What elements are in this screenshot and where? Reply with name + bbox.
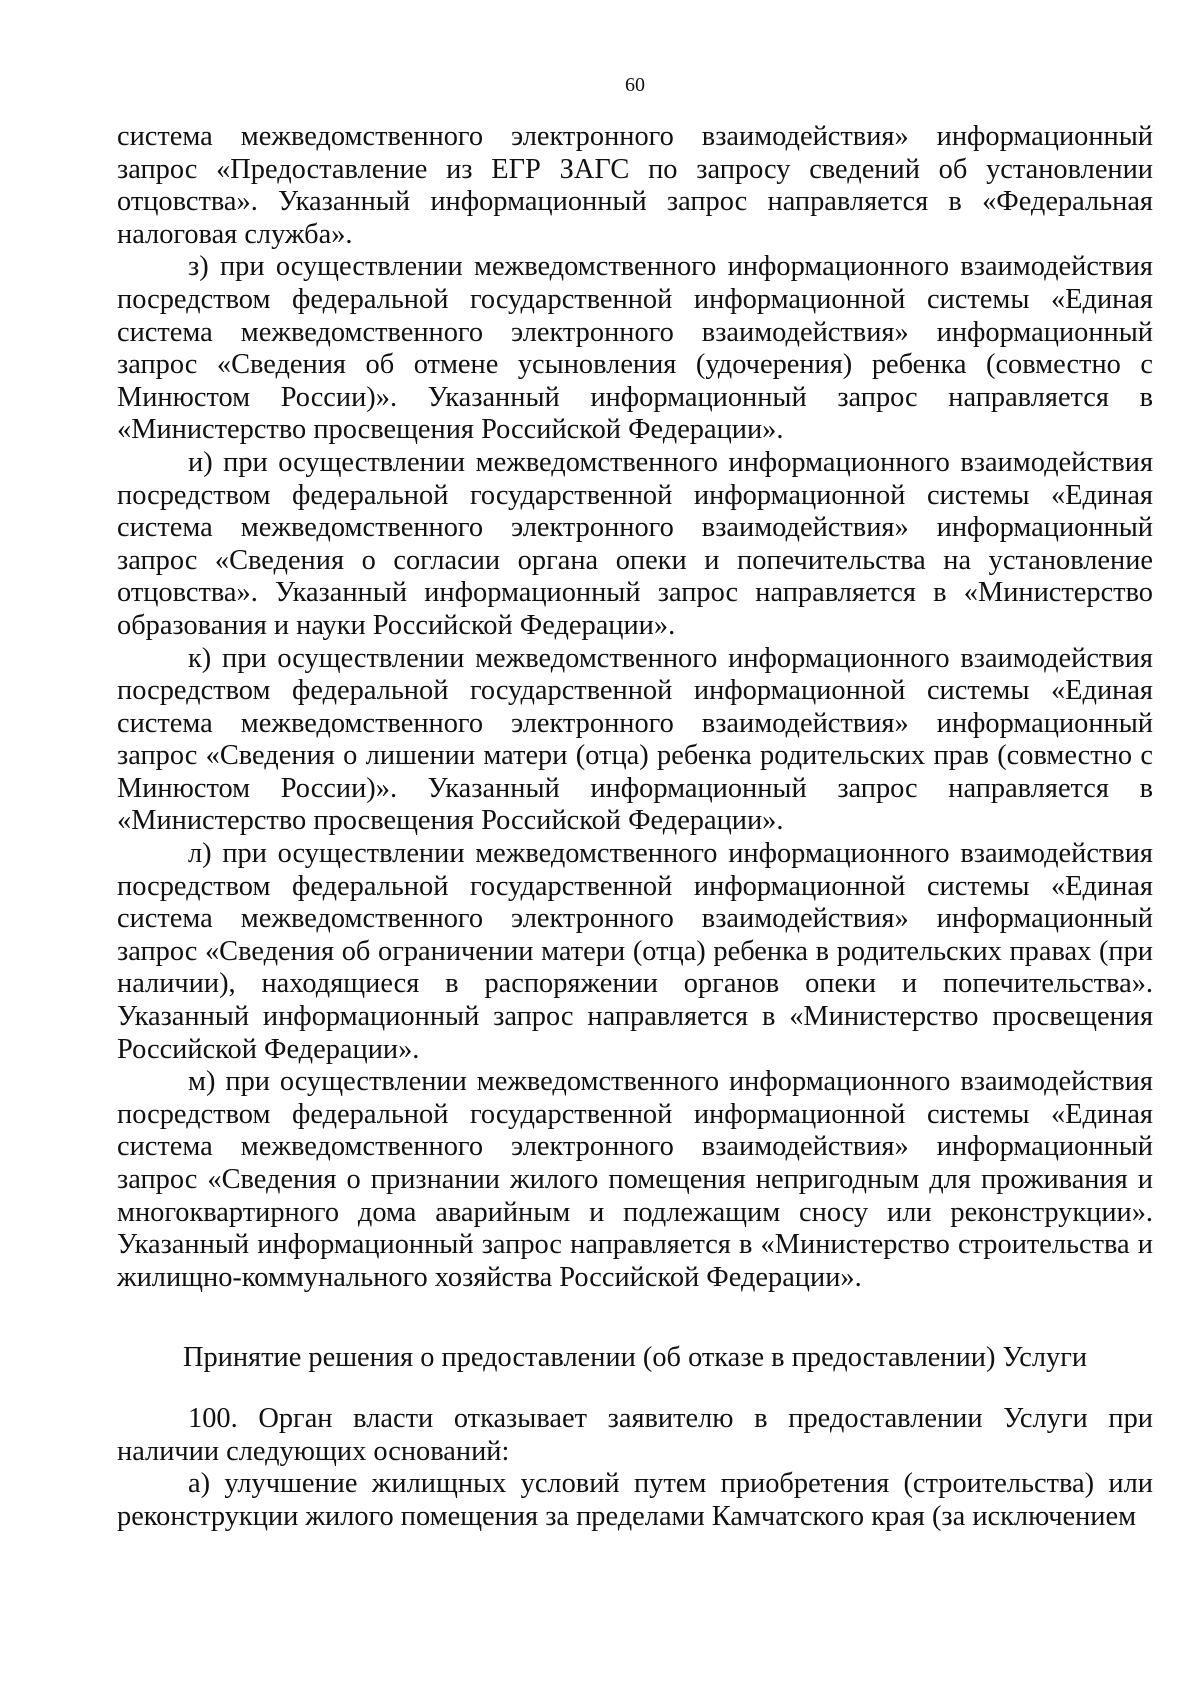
paragraph-100: 100. Орган власти отказывает заявителю в предоставлении Услуги при наличии следующих оснований: (117, 1402, 1153, 1467)
paragraph-continuation: система межведомственного электронного взаимодействия» информационный запрос «Предоставление из ЕГР ЗАГС по запросу сведений об установлении отцовства». Указанный информационный запрос направляется в «Федеральная налоговая служба». (117, 121, 1153, 250)
page-number: 60 (625, 74, 645, 96)
paragraph-m: м) при осуществлении межведомственного информационного взаимодействия посредством федеральной государственной информационной системы «Единая система межведомственного электронного взаимодействия» информационный запрос «Сведения о признании жилого помещения непригодным для проживания и многоквартирного дома аварийным и подлежащим сносу или реконструкции». Указанный информационный запрос направляется в «Министерство строительства и жилищно-коммунального хозяйства Российской Федерации». (117, 1066, 1153, 1293)
section-heading: Принятие решения о предоставлении (об отказе в предоставлении) Услуги (182, 1342, 1088, 1374)
paragraph-l: л) при осуществлении межведомственного информационного взаимодействия посредством федеральной государственной информационной системы «Единая система межведомственного электронного взаимодействия» информационный запрос «Сведения об ограничении матери (отца) ребенка в родительских правах (при наличии), находящиеся в распоряжении органов опеки и попечительства». Указанный информационный запрос направляется в «Министерство просвещения Российской Федерации». (117, 838, 1153, 1065)
paragraph-z: з) при осуществлении межведомственного информационного взаимодействия посредством федеральной государственной информационной системы «Единая система межведомственного электронного взаимодействия» информационный запрос «Сведения об отмене усыновления (удочерения) ребенка (совместно с Минюстом России)». Указанный информационный запрос направляется в «Министерство просвещения Российской Федерации». (117, 251, 1153, 446)
paragraph-i: и) при осуществлении межведомственного информационного взаимодействия посредством федеральной государственной информационной системы «Единая система межведомственного электронного взаимодействия» информационный запрос «Сведения о согласии органа опеки и попечительства на установление отцовства». Указанный информационный запрос направляется в «Министерство образования и науки Российской Федерации». (117, 446, 1153, 641)
paragraph-k: к) при осуществлении межведомственного информационного взаимодействия посредством федеральной государственной информационной системы «Единая система межведомственного электронного взаимодействия» информационный запрос «Сведения о лишении матери (отца) ребенка родительских прав (совместно с Минюстом России)». Указанный информационный запрос направляется в «Министерство просвещения Российской Федерации». (117, 642, 1153, 837)
document-body (117, 121, 1153, 1533)
paragraph-a: а) улучшение жилищных условий путем приобретения (строительства) или реконструкции жилого помещения за пределами Камчатского края (за исключением (117, 1468, 1153, 1532)
